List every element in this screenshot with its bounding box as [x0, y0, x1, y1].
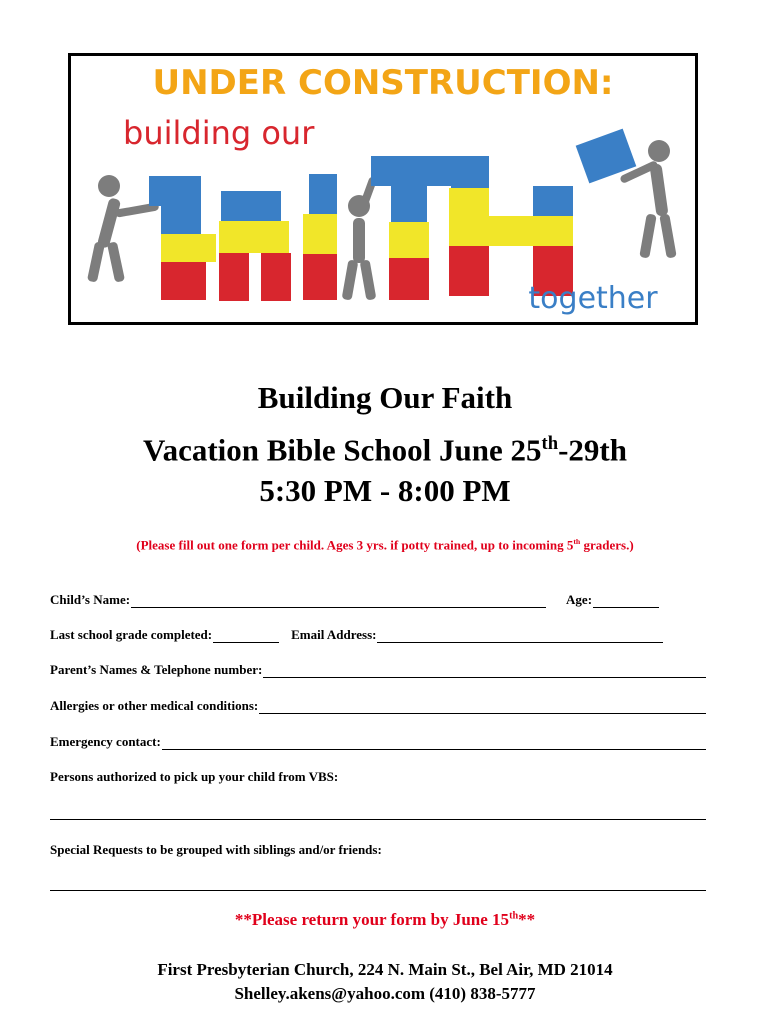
grade-field[interactable] — [213, 628, 279, 643]
pickup-row — [50, 765, 710, 785]
letter-i-blocks-icon — [303, 174, 337, 300]
emergency-row — [50, 730, 710, 750]
parents-field[interactable] — [263, 663, 706, 678]
letter-h-blocks-icon — [449, 129, 636, 296]
child-name-field[interactable] — [131, 593, 546, 608]
banner-illustration — [71, 56, 695, 322]
pickup-label: Persons authorized to pick up your child from VBS: — [50, 769, 339, 784]
banner-subline: building our — [123, 114, 315, 152]
banner-together: together — [528, 281, 658, 316]
allergies-row — [50, 694, 710, 714]
banner-headline: UNDER CONSTRUCTION: — [152, 63, 614, 103]
parents-label: Parent’s Names & Telephone number: — [50, 662, 263, 677]
allergies-field[interactable] — [259, 699, 706, 714]
email-label: Email Address: — [291, 627, 377, 642]
emergency-field[interactable] — [162, 735, 706, 750]
return-deadline: **Please return your form by June 15th** — [234, 910, 536, 929]
instructions-note: (Please fill out one form per child. Ages 3 yrs. if potty trained, up to incoming 5th graders.) — [136, 537, 634, 553]
email-field[interactable] — [377, 628, 663, 643]
church-address: First Presbyterian Church, 224 N. Main St., Bel Air, MD 21014 — [157, 960, 613, 979]
letter-f-blocks-icon — [149, 176, 216, 300]
pickup-field[interactable] — [50, 819, 706, 820]
grade-email-row — [50, 623, 710, 643]
age-label: Age: — [566, 592, 593, 607]
contact-info: Shelley.akens@yahoo.com (410) 838-5777 — [234, 984, 536, 1003]
allergies-label: Allergies or other medical conditions: — [50, 698, 259, 713]
letter-a-blocks-icon — [219, 191, 291, 301]
child-name-row — [50, 588, 710, 608]
child-name-label: Child’s Name: — [50, 592, 131, 607]
age-field[interactable] — [593, 593, 659, 608]
builder-figure-left-icon — [87, 175, 159, 283]
special-row — [50, 838, 710, 858]
special-field[interactable] — [50, 890, 706, 891]
grade-label: Last school grade completed: — [50, 627, 213, 642]
parents-row — [50, 658, 710, 678]
emergency-label: Emergency contact: — [50, 734, 161, 749]
letter-t-blocks-icon — [371, 156, 451, 300]
builder-figure-middle-icon — [342, 176, 378, 301]
page-title: Building Our Faith — [257, 380, 513, 415]
vbs-banner — [68, 53, 698, 325]
event-time: 5:30 PM - 8:00 PM — [259, 473, 511, 508]
event-dates: Vacation Bible School June 25th-29th — [143, 432, 627, 468]
special-label: Special Requests to be grouped with siblings and/or friends: — [50, 842, 382, 857]
